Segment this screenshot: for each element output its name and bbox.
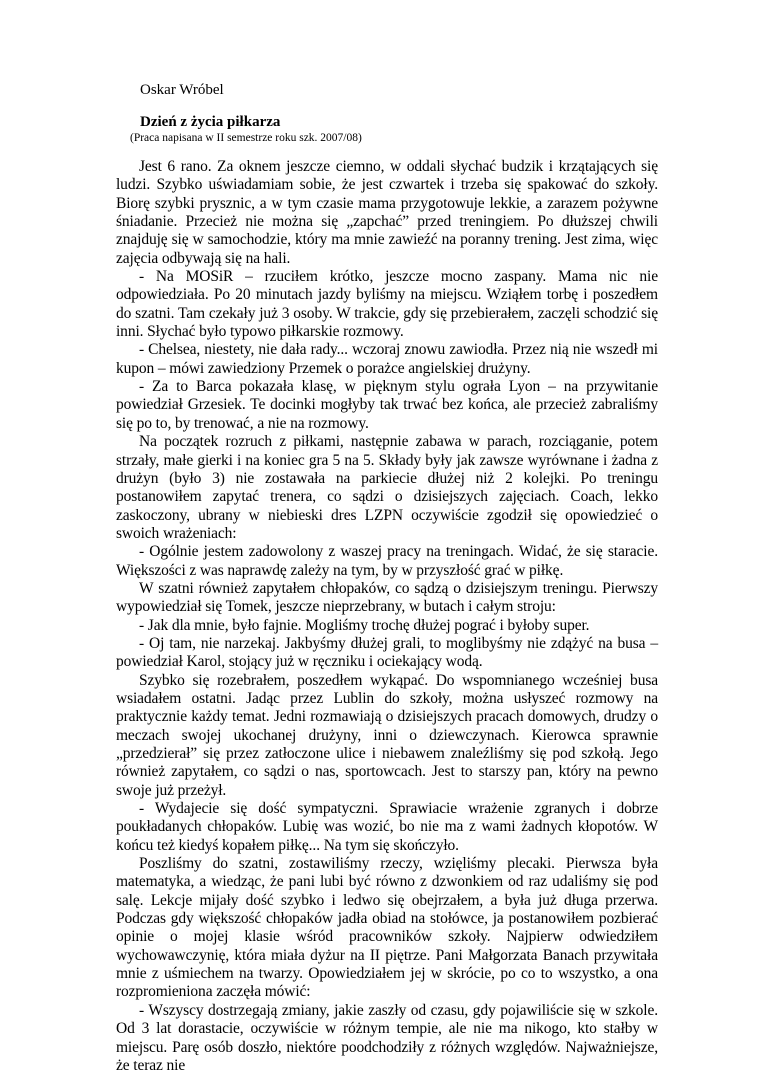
paragraph: - Jak dla mnie, było fajnie. Mogliśmy trochę dłużej pograć i byłoby super.	[139, 616, 590, 634]
paragraph: - Ogólnie jestem zadowolony z waszej pracy na treningach. Widać, że się staracie. Większości z was naprawdę zależy na tym, by w przyszłość grać w piłkę.	[116, 543, 658, 579]
paragraph: - Wszyscy dostrzegają zmiany, jakie zaszły od czasu, gdy pojawiliście się w szkole. Od 3 lat dorastacie, oczywiście w różnym tempie, ale nie ma nikogo, kto stałby w miejscu. Parę osób doszło, niektóre poodchodziły z różnych względów. Najważniejsze, że teraz nie	[116, 1001, 658, 1074]
paragraph: - Na MOSiR – rzuciłem krótko, jeszcze mocno zaspany. Mama nic nie odpowiedziała. Po 20 minutach jazdy byliśmy na miejscu. Wziąłem torbę i poszedłem do szatni. Tam czekały już 3 osoby. W trakcie, gdy się przebierałem, zaczęli schodzić się inni. Słychać było typowo piłkarskie rozmowy.	[116, 268, 658, 341]
paragraph: - Wydajecie się dość sympatyczni. Sprawiacie wrażenie zgranych i dobrze poukładanych chłopaków. Lubię was wozić, bo nie ma z wami żadnych kłopotów. W końcu też kiedyś kopałem piłkę... Na tym się skończyło.	[116, 800, 658, 854]
paragraph: - Za to Barca pokazała klasę, w pięknym stylu ograła Lyon – na przywitanie powiedział Grzesiek. Te docinki mogłyby tak trwać bez końca, ale przecież zabraliśmy się po to, by trenować, a nie na rozmowy.	[116, 378, 658, 432]
paragraph: - Oj tam, nie narzekaj. Jakbyśmy dłużej grali, to moglibyśmy nie zdążyć na busa – powiedział Karol, stojący już w ręczniku i ociekający wodą.	[116, 634, 658, 671]
paragraph: Poszliśmy do szatni, zostawiliśmy rzeczy, wzięliśmy plecaki. Pierwsza była matematyka, a wiedząc, że pani lubi być równo z dzwonkiem od raz udaliśmy się pod salę. Lekcje mijały dość szybko i ledwo się obejrzałem, a była już długa przerwa. Podczas gdy większość chłopaków jadła obiad na stołówce, ja postanowiłem pozbierać opinie o mojej klasie wśród pracowników szkoły. Najpierw odwiedziłem wychowawczynię, która miała dyżur na II piętrze. Pani Małgorzata Banach przywitała mnie z uśmiechem na twarzy. Opowiedziałem jej w skrócie, po co to wszystko, a ona rozpromieniona zaczęła mówić:	[116, 855, 658, 1001]
paragraph: W szatni również zapytałem chłopaków, co sądzą o dzisiejszym treningu. Pierwszy wypowiedział się Tomek, jeszcze nieprzebrany, w butach i całym stroju:	[116, 579, 658, 616]
author-name: Oskar Wróbel	[140, 82, 224, 98]
document-body	[116, 158, 658, 1075]
paragraph: Na początek rozruch z piłkami, następnie zabawa w parach, rozciąganie, potem strzały, małe gierki i na koniec gra 5 na 5. Składy były jak zawsze wyrównane i żadna z drużyn (było 3) nie zostawała na parkiecie dłużej niż 2 kolejki. Po treningu postanowiłem zapytać trenera, co sądzi o dzisiejszych zajęciach. Coach, lekko zaskoczony, ubrany w niebieski dres LZPN oczywiście zgodził się opowiedzieć o swoich wrażeniach:	[116, 433, 658, 542]
paragraph: Jest 6 rano. Za oknem jeszcze ciemno, w oddali słychać budzik i krzątających się ludzi. Szybko uświadamiam sobie, że jest czwartek i trzeba się spakować do szkoły. Biorę szybki prysznic, a w tym czasie mama przygotowuje lekkie, a zarazem pożywne śniadanie. Przecież nie można się „zapchać” przed treningiem. Po dłuższej chwili znajduję się w samochodzie, który ma mnie zawieźć na poranny trening. Jest zima, więc zajęcia odbywają się na hali.	[116, 158, 658, 267]
document-subtitle: (Praca napisana w II semestrze roku szk. 2007/08)	[130, 132, 362, 144]
paragraph: Szybko się rozebrałem, poszedłem wykąpać. Do wspomnianego wcześniej busa wsiadałem ostatni. Jadąc przez Lublin do szkoły, można usłyszeć rozmowy na praktycznie każdy temat. Jedni rozmawiają o dzisiejszych pracach domowych, drudzy o meczach swojej ukochanej drużyny, inni o dziewczynach. Kierowca sprawnie „przedzierał” się przez zatłoczone ulice i niebawem znaleźliśmy się pod szkołą. Jego również zapytałem, co sądzi o nas, sportowcach. Jest to starszy pan, który na pewno swoje już przeżył.	[116, 671, 658, 799]
document-title: Dzień z życia piłkarza	[140, 114, 281, 130]
paragraph: - Chelsea, niestety, nie dała rady... wczoraj znowu zawiodła. Przez nią nie wszedł mi kupon – mówi zawiedziony Przemek o porażce angielskiej drużyny.	[116, 341, 658, 377]
